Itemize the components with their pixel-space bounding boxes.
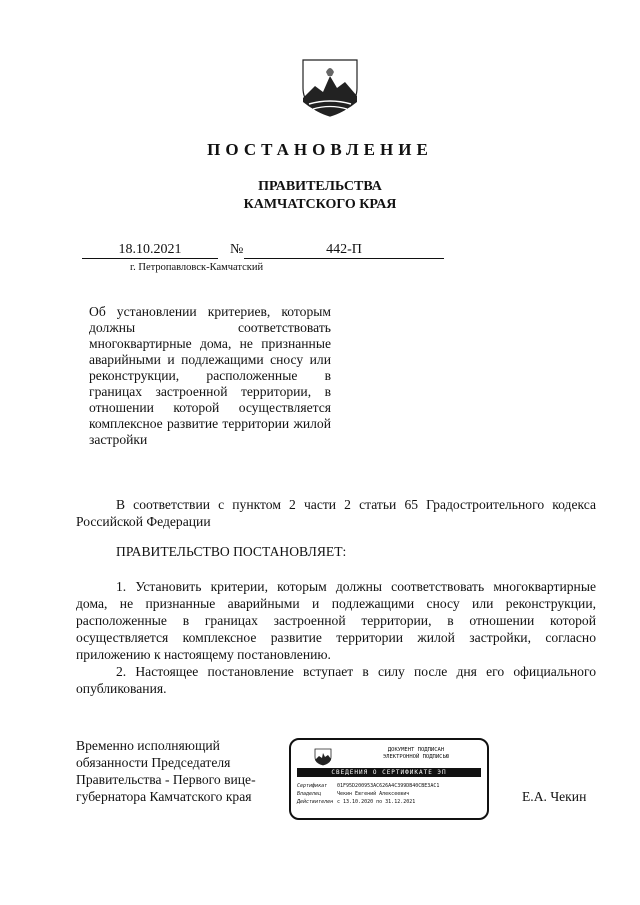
clauses	[76, 578, 596, 697]
doc-type-title: ПОСТАНОВЛЕНИЕ	[207, 140, 433, 159]
signer-position: Временно исполняющий обязанности Председателя Правительства - Первого вице-губернатора Камчатского края	[76, 738, 256, 804]
stamp-valid-label: Действителен	[297, 799, 334, 805]
issuing-body-line1: ПРАВИТЕЛЬСТВА	[258, 179, 382, 194]
stamp-row-owner	[297, 790, 485, 798]
stamp-row-valid	[297, 798, 485, 806]
emblem-icon	[295, 58, 365, 118]
stamp-cert-label: Сертификат	[297, 783, 328, 789]
issuing-body-line2: КАМЧАТСКОГО КРАЯ	[243, 197, 397, 212]
stamp-header	[351, 747, 481, 761]
number-sign: №	[230, 242, 244, 257]
stamp-row-cert	[297, 782, 485, 790]
stamp-header-line2: ЭЛЕКТРОННОЙ ПОДПИСЬЮ	[382, 754, 450, 760]
doc-date: 18.10.2021	[82, 242, 218, 259]
stamp-header-line1: ДОКУМЕНТ ПОДПИСАН	[387, 747, 445, 753]
signer-name: Е.А. Чекин	[522, 789, 587, 804]
doc-subject: Об установлении критериев, которым должны соответствовать многоквартирные дома, не признанные аварийными и подлежащими сносу или реконструкции, расположенные в границах застроенной территории, в отношении которой осуществляется комплексное развитие территории жилой застройки	[89, 304, 331, 447]
stamp-owner-value: Чекин Евгений Алексеевич	[337, 791, 410, 797]
issuing-body	[0, 178, 640, 214]
stamp-details	[297, 782, 485, 806]
clause-2: 2. Настоящее постановление вступает в силу после дня его официального опубликования.	[76, 664, 596, 696]
legal-basis: В соответствии с пунктом 2 части 2 статьи 65 Градостроительного кодекса Российской Федерации	[76, 497, 596, 529]
e-signature-stamp	[289, 738, 489, 820]
stamp-owner-label: Владелец	[297, 791, 322, 797]
stamp-cert-value: 01F95D200953AC626A4C399DB40CBE3AC1	[337, 783, 440, 789]
resolve-heading: ПРАВИТЕЛЬСТВО ПОСТАНОВЛЯЕТ:	[116, 544, 347, 559]
stamp-valid-value: с 13.10.2020 по 31.12.2021	[337, 799, 416, 805]
stamp-emblem-icon	[313, 748, 333, 766]
city-label: г. Петропавловск-Камчатский	[130, 262, 264, 273]
stamp-bar: СВЕДЕНИЯ О СЕРТИФИКАТЕ ЭП	[297, 768, 481, 777]
doc-number: 442-П	[244, 242, 444, 259]
clause-1: 1. Установить критерии, которым должны соответствовать многоквартирные дома, не признанные аварийными и подлежащими сносу или реконструкции, расположенные в границах застроенной территории, в отношении которой осуществляется комплексное развитие территории жилой застройки, согласно приложению к настоящему постановлению.	[76, 579, 596, 662]
